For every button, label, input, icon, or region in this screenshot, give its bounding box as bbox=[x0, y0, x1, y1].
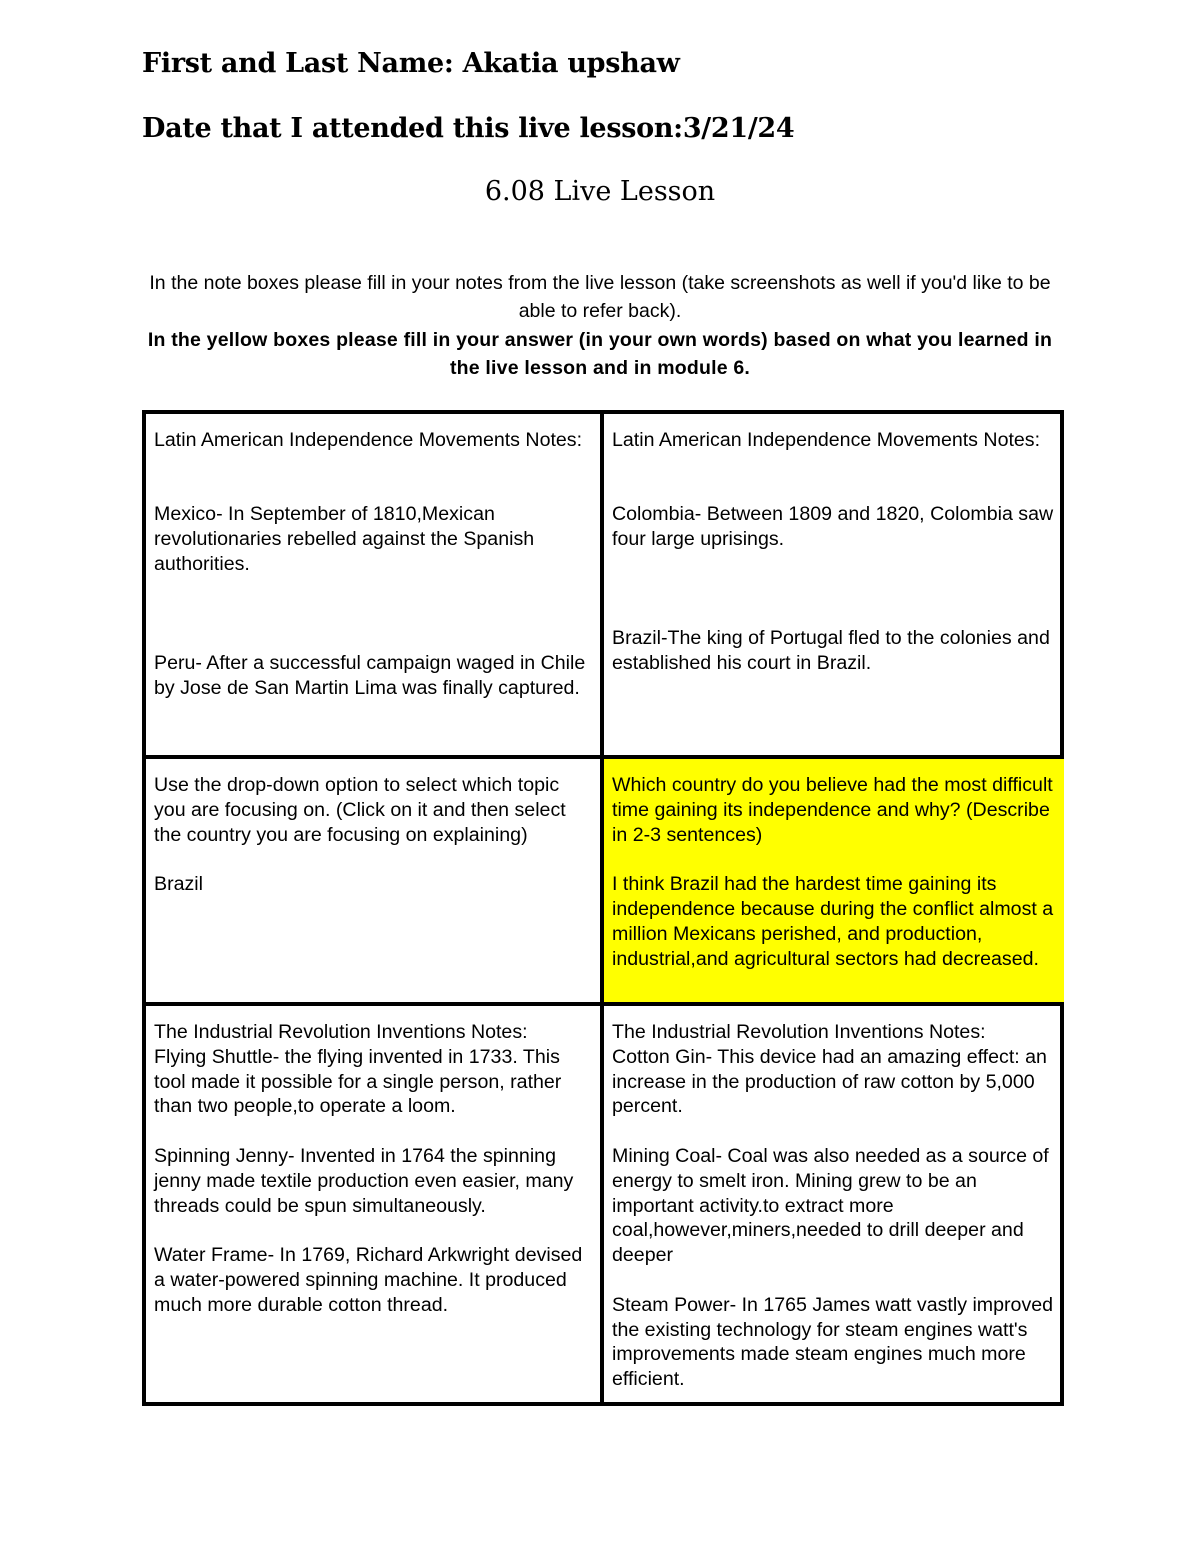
cell-heading: The Industrial Revolution Inventions Notes: bbox=[612, 1021, 986, 1043]
industrial-notes-cell-left[interactable] bbox=[146, 1006, 604, 1402]
cell-heading: Latin American Independence Movements Notes: bbox=[612, 429, 1041, 451]
country-dropdown-cell bbox=[146, 759, 604, 1006]
dropdown-instructions: Use the drop-down option to select which topic you are focusing on. (Click on it and then select the country you are focusing on explaining) bbox=[154, 774, 566, 846]
answer-cell-yellow[interactable] bbox=[604, 759, 1064, 1006]
latin-america-notes-cell-right[interactable] bbox=[604, 414, 1064, 759]
answer-text[interactable]: I think Brazil had the hardest time gaining its independence because during the conflict almost a million Mexicans perished, and production, industrial,and agricultural sectors had decreased. bbox=[612, 873, 1054, 970]
question-text: Which country do you believe had the most difficult time gaining its independence and why? (Describe in 2-3 sentences) bbox=[612, 774, 1053, 846]
student-name-line: First and Last Name: Akatia upshaw bbox=[142, 48, 680, 79]
attendance-date-line: Date that I attended this live lesson:3/21/24 bbox=[142, 113, 795, 144]
notes-table bbox=[142, 410, 1064, 1406]
note-mexico: Mexico- In September of 1810,Mexican revolutionaries rebelled against the Spanish authorities. bbox=[154, 503, 535, 575]
note-steam-power: Steam Power- In 1765 James watt vastly improved the existing technology for steam engines watt's improvements made steam engines much more efficient. bbox=[612, 1293, 1054, 1391]
note-spinning-jenny: Spinning Jenny- Invented in 1764 the spinning jenny made textile production even easier, many threads could be spun simultaneously. bbox=[154, 1144, 574, 1217]
note-colombia: Colombia- Between 1809 and 1820, Colombia saw four large uprisings. bbox=[612, 503, 1054, 551]
latin-america-notes-cell-left[interactable] bbox=[146, 414, 604, 759]
industrial-notes-cell-right[interactable] bbox=[604, 1006, 1064, 1402]
instructions-notes: In the note boxes please fill in your notes from the live lesson (take screenshots as well if you'd like to be able to refer back). bbox=[149, 272, 1051, 322]
cell-heading: Latin American Independence Movements Notes: bbox=[154, 429, 583, 451]
note-flying-shuttle: Flying Shuttle- the flying invented in 1733. This tool made it possible for a single person, rather than two people,to operate a loom. bbox=[154, 1045, 562, 1118]
note-water-frame: Water Frame- In 1769, Richard Arkwright devised a water-powered spinning machine. It produced much more durable cotton thread. bbox=[154, 1244, 583, 1316]
lesson-title: 6.08 Live Lesson bbox=[484, 176, 716, 207]
note-mining-coal: Mining Coal- Coal was also needed as a source of energy to smelt iron. Mining grew to be an important activity.to extract more coal,however,miners,needed to drill deeper and deeper bbox=[612, 1144, 1049, 1267]
note-brazil: Brazil-The king of Portugal fled to the colonies and established his court in Brazil. bbox=[612, 627, 1050, 675]
note-cotton-gin: Cotton Gin- This device had an amazing effect: an increase in the production of raw cotton by 5,000 percent. bbox=[612, 1045, 1047, 1118]
cell-heading: The Industrial Revolution Inventions Notes: bbox=[154, 1021, 528, 1043]
note-peru: Peru- After a successful campaign waged in Chile by Jose de San Martin Lima was finally captured. bbox=[154, 652, 586, 699]
country-dropdown[interactable]: Brazil bbox=[154, 873, 203, 896]
instructions-yellow-boxes: In the yellow boxes please fill in your answer (in your own words) based on what you learned in the live lesson and in module 6. bbox=[147, 329, 1053, 379]
